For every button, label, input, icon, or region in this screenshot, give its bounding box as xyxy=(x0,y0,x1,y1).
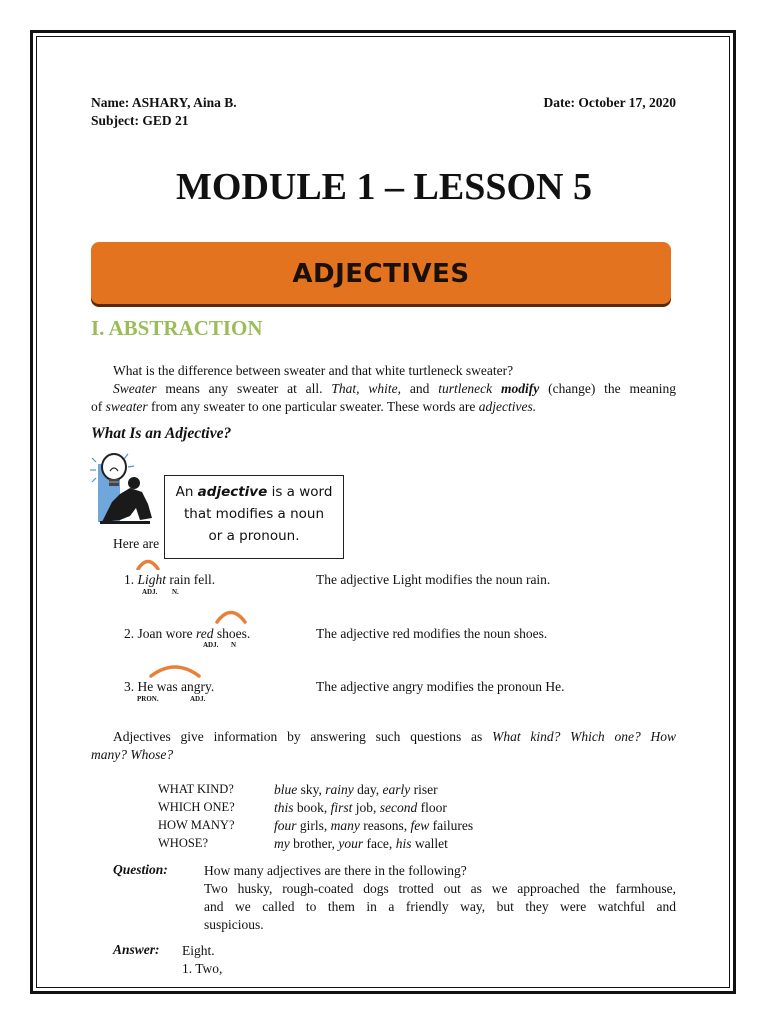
example-3-tag-pron: PRON. xyxy=(137,695,159,703)
subject-line: Subject: GED 21 xyxy=(91,113,189,128)
section-heading: I. ABSTRACTION xyxy=(91,316,263,340)
curved-arrow-arc-icon xyxy=(135,556,161,570)
example-3-tag-adj: ADJ. xyxy=(190,695,206,703)
answer-label: Answer: xyxy=(113,942,160,957)
example-2-sentence: 2. Joan wore red shoes. xyxy=(124,626,251,641)
example-1-explanation: The adjective Light modifies the noun rain. xyxy=(316,572,551,587)
question-line-2: Two husky, rough-coated dogs trotted out as we approached the farmhouse, xyxy=(204,881,676,896)
example-1-tag-noun: N. xyxy=(172,588,179,596)
questions-intro-line-1: Adjectives give information by answering such questions as What kind? Which one? How xyxy=(113,729,676,744)
student-name: Name: ASHARY, Aina B. xyxy=(91,95,237,110)
example-1-sentence: 1. Light rain fell. xyxy=(124,572,216,587)
question-examples-what-kind: blue sky, rainy day, early riser xyxy=(274,782,438,797)
question-line-3: and we called to them in a friendly way, but they were watchful and xyxy=(204,899,676,914)
question-examples-which-one: this book, first job, second floor xyxy=(274,800,447,815)
question-line-4: suspicious. xyxy=(204,917,264,932)
questions-intro-line-2: many? Whose? xyxy=(91,747,174,762)
definition-callout: An adjective is a word that modifies a noun or a pronoun. xyxy=(164,475,344,559)
intro-line-1: What is the difference between sweater and that white turtleneck sweater? xyxy=(113,363,514,378)
date-line: Date: October 17, 2020 xyxy=(543,95,676,110)
question-label-how-many: HOW MANY? xyxy=(158,818,235,832)
question-examples-how-many: four girls, many reasons, few failures xyxy=(274,818,474,833)
banner-label: ADJECTIVES xyxy=(292,259,470,289)
example-2-tag-adj: ADJ. xyxy=(203,641,219,649)
intro-line-2: Sweater means any sweater at all. That, white, and turtleneck modify (change) the meaning xyxy=(113,381,676,396)
example-1-tag-adj: ADJ. xyxy=(142,588,158,596)
example-2-explanation: The adjective red modifies the noun shoes. xyxy=(316,626,548,641)
question-line-1: How many adjectives are there in the following? xyxy=(204,863,467,878)
examples-lead: Here are xyxy=(113,536,160,551)
answer-line-2: 1. Two, xyxy=(182,961,223,976)
subheading: What Is an Adjective? xyxy=(91,425,232,442)
question-label-whose: WHOSE? xyxy=(158,836,208,850)
example-3-explanation: The adjective angry modifies the pronoun He. xyxy=(316,679,565,694)
example-3-sentence: 3. He was angry. xyxy=(124,679,215,694)
question-label-which-one: WHICH ONE? xyxy=(158,800,235,814)
intro-line-3: of sweater from any sweater to one particular sweater. These words are adjectives. xyxy=(91,399,537,414)
lightbulb-thinker-icon xyxy=(90,450,160,525)
curved-arrow-arc-icon xyxy=(148,660,202,678)
curved-arrow-arc-icon xyxy=(214,606,248,624)
answer-line-1: Eight. xyxy=(182,943,215,958)
example-2-tag-noun: N xyxy=(231,641,237,649)
question-examples-whose: my brother, your face, his wallet xyxy=(274,836,448,851)
page-title: MODULE 1 – LESSON 5 xyxy=(176,166,592,208)
topic-banner xyxy=(91,242,671,304)
question-label: Question: xyxy=(113,862,168,877)
question-label-what-kind: WHAT KIND? xyxy=(158,782,234,796)
